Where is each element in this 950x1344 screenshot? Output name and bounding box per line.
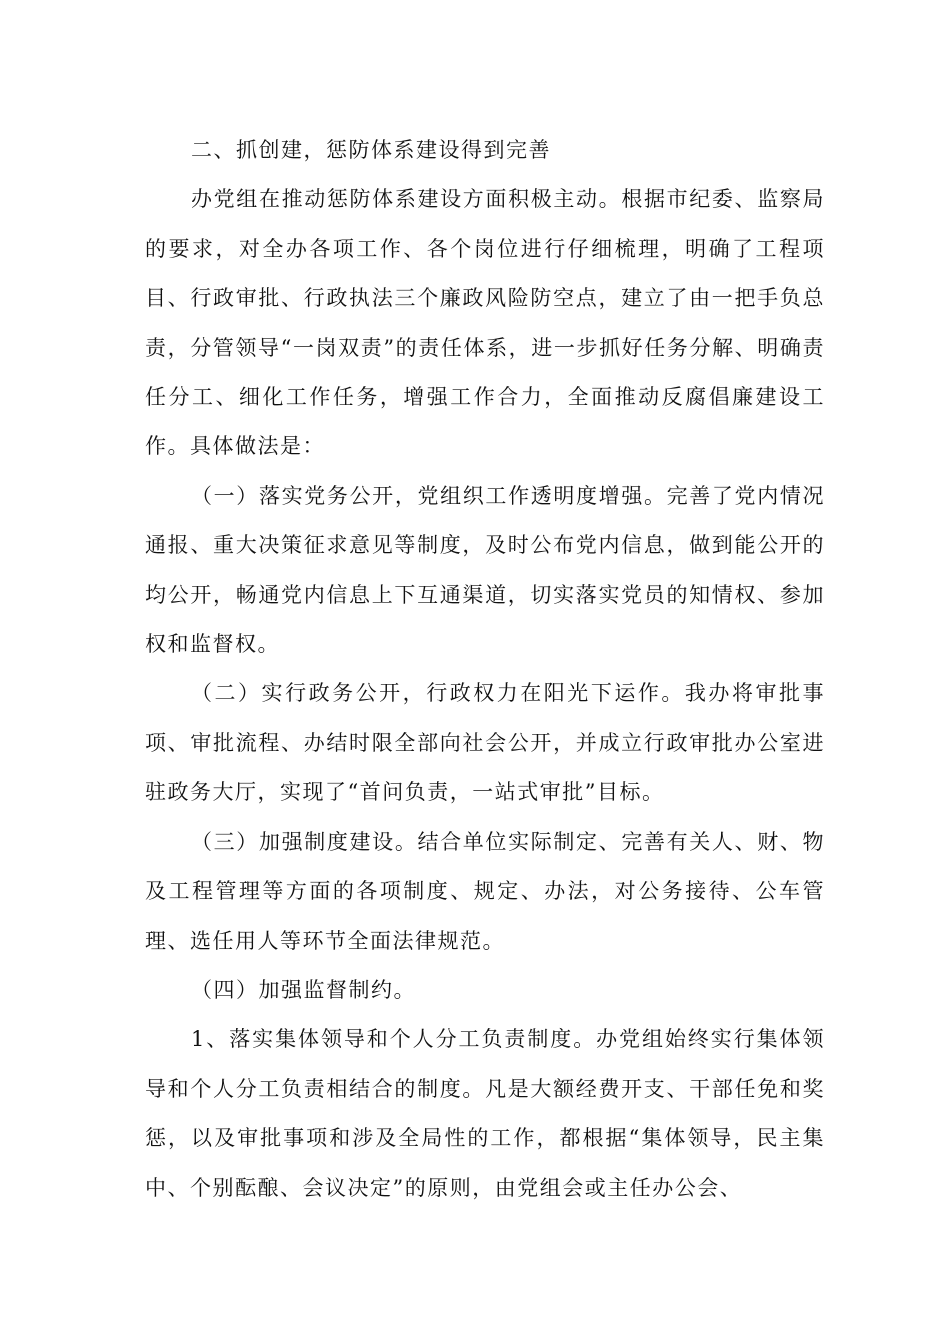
paragraph-collective-leadership: 1、落实集体领导和个人分工负责制度。办党组始终实行集体领导和个人分工负责相结合的制度。凡是大额经费开支、干部任免和奖惩，以及审批事项和涉及全局性的工作，都根据“集体领导，民主集中、个别酝酿、会议决定”的原则，由党组会或主任办公会、 [145, 1027, 825, 1200]
paragraph-system-building: （三）加强制度建设。结合单位实际制定、完善有关人、财、物及工程管理等方面的各项制度、规定、办法，对公务接待、公车管理、选任用人等环节全面法律规范。 [145, 829, 825, 953]
paragraph-supervision: （四）加强监督制约。 [191, 977, 416, 1002]
paragraph-party-affairs: （一）落实党务公开，党组织工作透明度增强。完善了党内情况通报、重大决策征求意见等制度，及时公布党内信息，做到能公开的均公开，畅通党内信息上下互通渠道，切实落实党员的知情权、参加权和监督权。 [145, 483, 825, 657]
paragraph-intro: 办党组在推动惩防体系建设方面积极主动。根据市纪委、监察局的要求，对全办各项工作、各个岗位进行仔细梳理，明确了工程项目、行政审批、行政执法三个廉政风险防空点，建立了由一把手负总责，分管领导“一岗双责”的责任体系，进一步抓好任务分解、明确责任分工、细化工作任务，增强工作合力，全面推动反腐倡廉建设工作。具体做法是： [145, 187, 825, 459]
section-heading: 二、抓创建，惩防体系建设得到完善 [191, 138, 551, 162]
paragraph-government-affairs: （二）实行政务公开，行政权力在阳光下运作。我办将审批事项、审批流程、办结时限全部向社会公开，并成立行政审批办公室进驻政务大厅，实现了“首问负责，一站式审批”目标。 [145, 681, 825, 805]
document-body [145, 126, 825, 1213]
